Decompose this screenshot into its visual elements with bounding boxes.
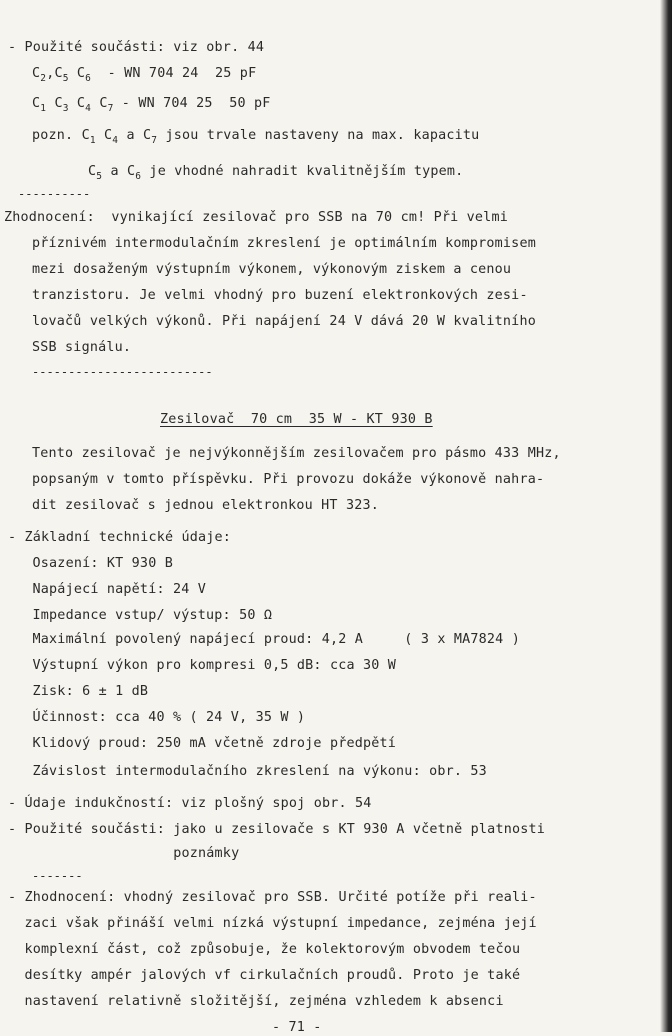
capacitor-line-1: $C_2,C_5$ $C_6$ - WN 704 24 25 pF [32, 66, 257, 84]
spec-line: Závislost intermodulačního zkreslení na výkonu: obr. 53 [16, 764, 487, 779]
intro-line: Tento zesilovač je nejvýkonnějším zesilovačem pro pásmo 433 MHz, [32, 446, 561, 461]
note-line-1: pozn. $C_1$ $C_4$ a $C_7$ jsou trvale nastaveny na max. kapacitu [32, 128, 480, 146]
spec-line: Zisk: 6 ± 1 dB [16, 684, 149, 699]
separator: ---------- [18, 187, 91, 201]
separator: ------- [32, 869, 83, 883]
evaluation-line: zaci však přináší velmi nízká výstupní impedance, zejména její [8, 916, 537, 931]
intro-line: dit zesilovač s jednou elektronkou HT 323. [32, 498, 379, 513]
evaluation-line: desítky ampér jalových vf cirkulačních proudů. Proto je také [8, 968, 521, 983]
inductance-line: - Údaje indukčností: viz plošný spoj obr. 54 [8, 796, 372, 811]
capacitor-line-2: $C_1$ $C_3$ $C_4$ $C_7$ - WN 704 25 50 pF [32, 96, 271, 114]
evaluation-line: lovačů velkých výkonů. Při napájení 24 V dává 20 W kvalitního [32, 314, 536, 329]
parts-line: poznámky [8, 846, 240, 861]
evaluation-line: tranzistoru. Je velmi vhodný pro buzení elektronkových zesi- [32, 288, 528, 303]
parts-reference: - Použité součásti: viz obr. 44 [8, 40, 265, 55]
evaluation-line: Zhodnocení: vynikající zesilovač pro SSB na 70 cm! Při velmi [4, 210, 508, 225]
spec-line: Osazení: KT 930 B [16, 556, 173, 571]
evaluation-line: nastavení relativně složitější, zejména vzhledem k absenci [8, 994, 504, 1009]
separator: ------------------------- [32, 365, 213, 379]
spec-line: Napájecí napětí: 24 V [16, 582, 207, 597]
evaluation-line: příznivém intermodulačním zkreslení je optimálním kompromisem [32, 236, 536, 251]
evaluation-line: mezi dosaženým výstupním výkonem, výkonovým ziskem a cenou [32, 262, 512, 277]
page-number: - 71 - [272, 1020, 322, 1035]
evaluation-line: - Zhodnocení: vhodný zesilovač pro SSB. Určité potíže při reali- [8, 890, 537, 905]
specs-heading: - Základní technické údaje: [8, 530, 232, 545]
evaluation-line: komplexní část, což způsobuje, že kolektorovým obvodem tečou [8, 942, 521, 957]
parts-line: - Použité součásti: jako u zesilovače s KT 930 A včetně platnosti [8, 822, 546, 837]
spec-line: Výstupní výkon pro kompresi 0,5 dB: cca 30 W [16, 658, 397, 673]
spec-line: Impedance vstup/ výstup: 50 Ω [16, 608, 273, 623]
evaluation-line: SSB signálu. [32, 340, 132, 355]
spec-line: Maximální povolený napájecí proud: 4,2 A ( 3 x MA7824 ) [16, 632, 520, 647]
scan-edge-shadow [660, 0, 672, 1032]
spec-line: Klidový proud: 250 mA včetně zdroje předpětí [16, 736, 397, 751]
spec-line: Účinnost: cca 40 % ( 24 V, 35 W ) [16, 710, 306, 725]
note-line-2: $C_5$ a $C_6$ je vhodné nahradit kvalitnějším typem. [88, 164, 464, 182]
section-heading: Zesilovač 70 cm 35 W - KT 930 B [160, 412, 433, 427]
intro-line: popsaným v tomto příspěvku. Při provozu dokáže výkonově nahra- [32, 472, 545, 487]
